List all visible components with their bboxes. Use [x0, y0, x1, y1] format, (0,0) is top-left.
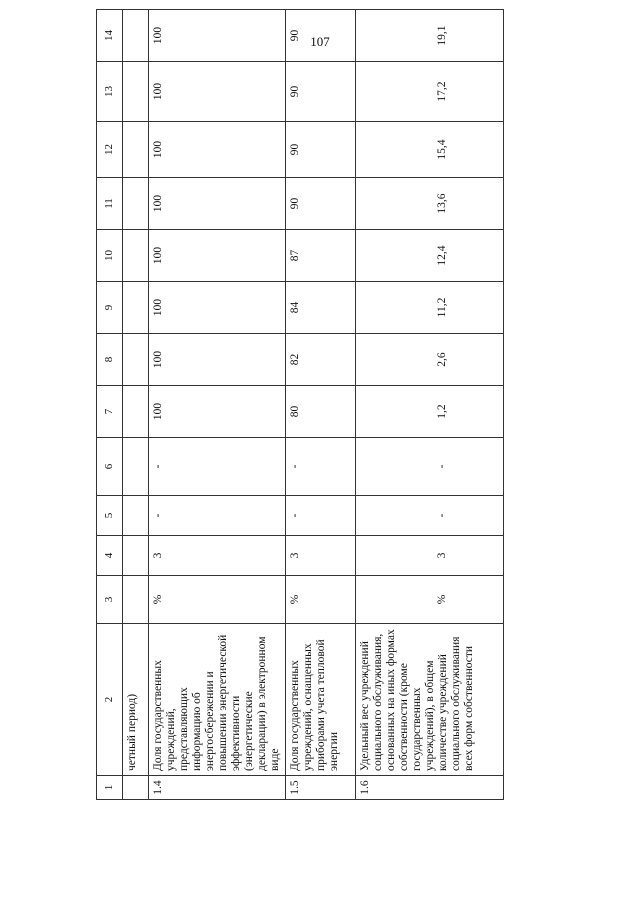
page-number: 107: [310, 34, 330, 49]
value-cell: -: [356, 438, 504, 496]
value-cell: -: [149, 496, 286, 536]
row-number: 1.6: [356, 776, 504, 800]
value-cell: 19,1: [356, 10, 504, 62]
value-cell: 15,4: [356, 122, 504, 178]
value-cell: 100: [149, 178, 286, 230]
value-cell: 100: [149, 10, 286, 62]
header-cell: 2: [97, 624, 123, 776]
header-cell: 12: [97, 122, 123, 178]
empty-cell: [123, 496, 149, 536]
empty-cell: [123, 122, 149, 178]
empty-cell: [123, 334, 149, 386]
indicator-description: Удельный вес учреждений социального обслуживания, основанных на иных формах собственности (кроме государственных учреждений), в общем количестве учреждений социального обслуживания всех форм собственности: [356, 624, 504, 776]
value-cell: 80: [286, 386, 356, 438]
value-cell: 100: [149, 62, 286, 122]
value-cell: 90: [286, 10, 356, 62]
unit-cell: %: [286, 576, 356, 624]
indicators-table: [96, 9, 504, 800]
unit-cell: %: [356, 576, 504, 624]
empty-cell: [123, 576, 149, 624]
row-number: 1.5: [286, 776, 356, 800]
unit-cell: %: [149, 576, 286, 624]
table-row: [356, 10, 504, 800]
value-cell: 17,2: [356, 62, 504, 122]
empty-cell: [123, 438, 149, 496]
continued-row: [123, 10, 149, 800]
continued-text: четный период): [123, 624, 149, 776]
table-row: [286, 10, 356, 800]
value-cell: 90: [286, 62, 356, 122]
value-cell: 100: [149, 386, 286, 438]
value-cell: -: [149, 438, 286, 496]
value-cell: 87: [286, 230, 356, 282]
header-cell: 1: [97, 776, 123, 800]
value-cell: 100: [149, 122, 286, 178]
value-cell: 3: [286, 536, 356, 576]
value-cell: -: [356, 496, 504, 536]
value-cell: 13,6: [356, 178, 504, 230]
indicator-description: Доля государственных учреждений, оснащенных приборами учета тепловой энергии: [286, 624, 356, 776]
value-cell: 82: [286, 334, 356, 386]
header-cell: 6: [97, 438, 123, 496]
empty-cell: [123, 536, 149, 576]
value-cell: 90: [286, 122, 356, 178]
header-cell: 8: [97, 334, 123, 386]
value-cell: 100: [149, 282, 286, 334]
header-cell: 5: [97, 496, 123, 536]
header-cell: 11: [97, 178, 123, 230]
row-number: 1.4: [149, 776, 286, 800]
value-cell: -: [286, 438, 356, 496]
header-cell: 13: [97, 62, 123, 122]
header-cell: 9: [97, 282, 123, 334]
value-cell: 90: [286, 178, 356, 230]
header-cell: 14: [97, 10, 123, 62]
empty-cell: [123, 62, 149, 122]
empty-cell: [123, 776, 149, 800]
header-cell: 3: [97, 576, 123, 624]
empty-cell: [123, 10, 149, 62]
value-cell: 1,2: [356, 386, 504, 438]
value-cell: 2,6: [356, 334, 504, 386]
empty-cell: [123, 230, 149, 282]
value-cell: 100: [149, 334, 286, 386]
value-cell: 11,2: [356, 282, 504, 334]
table-row: [149, 10, 286, 800]
value-cell: 12,4: [356, 230, 504, 282]
value-cell: 100: [149, 230, 286, 282]
indicator-description: Доля государственных учреждений, представляющих информацию об энергосбережении и повышении энергетической эффективности (энергетические декларации) в электронном виде: [149, 624, 286, 776]
value-cell: 3: [356, 536, 504, 576]
empty-cell: [123, 386, 149, 438]
header-cell: 7: [97, 386, 123, 438]
empty-cell: [123, 282, 149, 334]
header-row: [97, 10, 123, 800]
header-cell: 10: [97, 230, 123, 282]
value-cell: 84: [286, 282, 356, 334]
header-cell: 4: [97, 536, 123, 576]
empty-cell: [123, 178, 149, 230]
value-cell: -: [286, 496, 356, 536]
value-cell: 3: [149, 536, 286, 576]
